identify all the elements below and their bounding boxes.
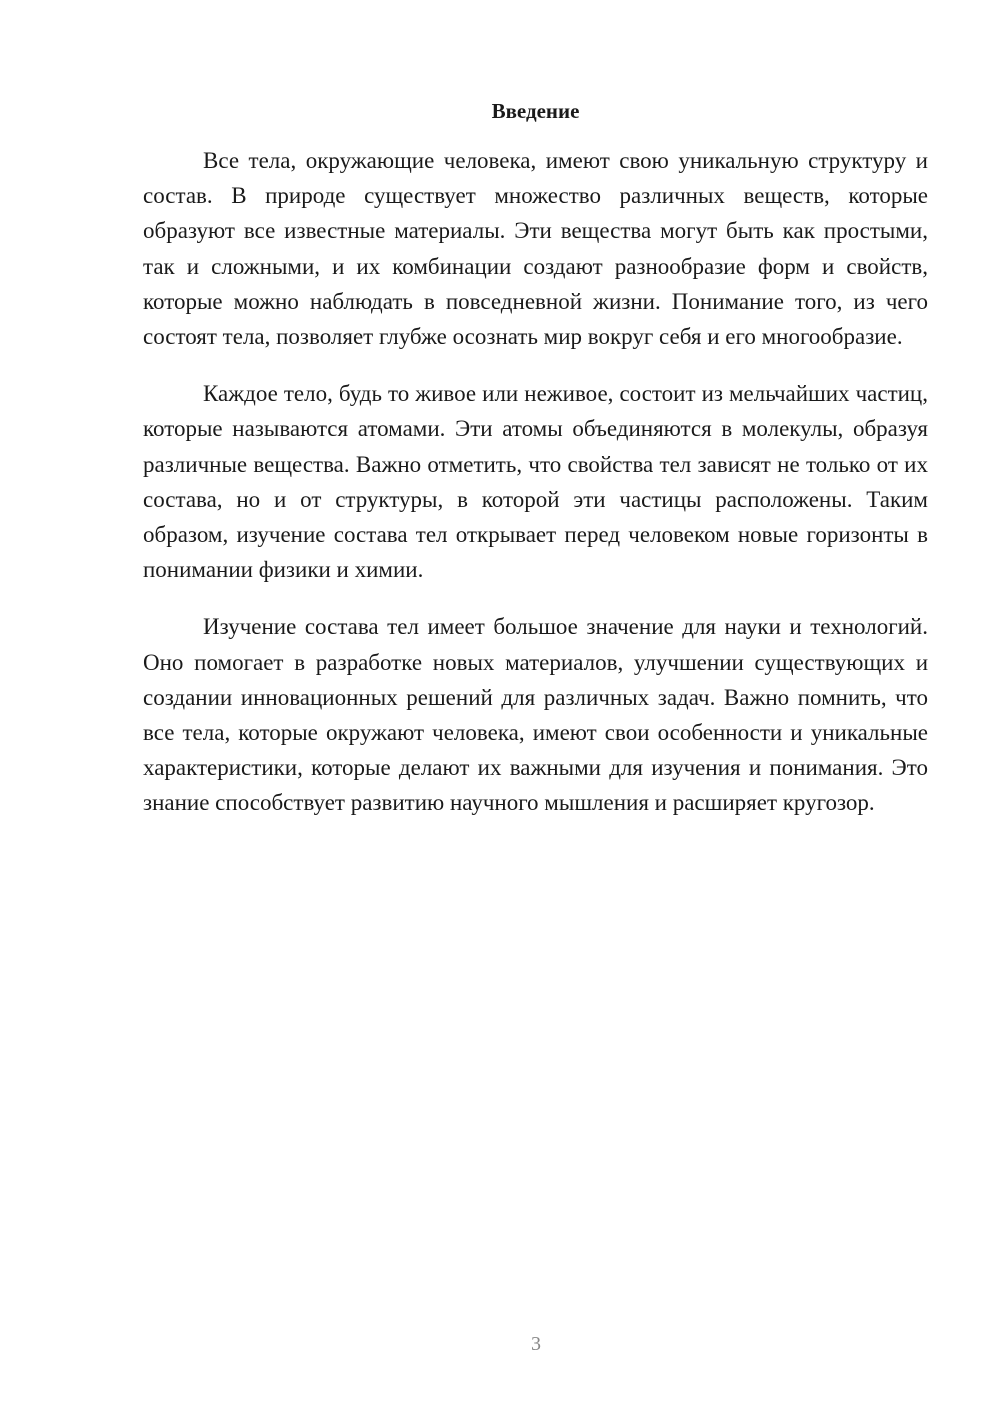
paragraph: Изучение состава тел имеет большое значение для науки и технологий. Оно помогает в разработке новых материалов, улучшении существующих и создании инновационных решений для различных задач. Важно помнить, что все тела, которые окружают человека, имеют свои особенности и уникальные характеристики, которые делают их важными для изучения и понимания. Это знание способствует развитию научного мышления и расширяет кругозор. [143,614,928,816]
page-number: 3 [531,1333,541,1355]
page-content [143,95,928,843]
paragraph: Все тела, окружающие человека, имеют свою уникальную структуру и состав. В природе существует множество различных веществ, которые образуют все известные материалы. Эти вещества могут быть как простыми, так и сложными, и их комбинации создают разнообразие форм и свойств, которые можно наблюдать в повседневной жизни. Понимание того, из чего состоят тела, позволяет глубже осознать мир вокруг себя и его многообразие. [143,148,928,350]
section-heading: Введение [491,99,580,123]
paragraph: Каждое тело, будь то живое или неживое, состоит из мельчайших частиц, которые называются атомами. Эти атомы объединяются в молекулы, образуя различные вещества. Важно отметить, что свойства тел зависят не только от их состава, но и от структуры, в которой эти частицы расположены. Таким образом, изучение состава тел открывает перед человеком новые горизонты в понимании физики и химии. [143,381,928,583]
